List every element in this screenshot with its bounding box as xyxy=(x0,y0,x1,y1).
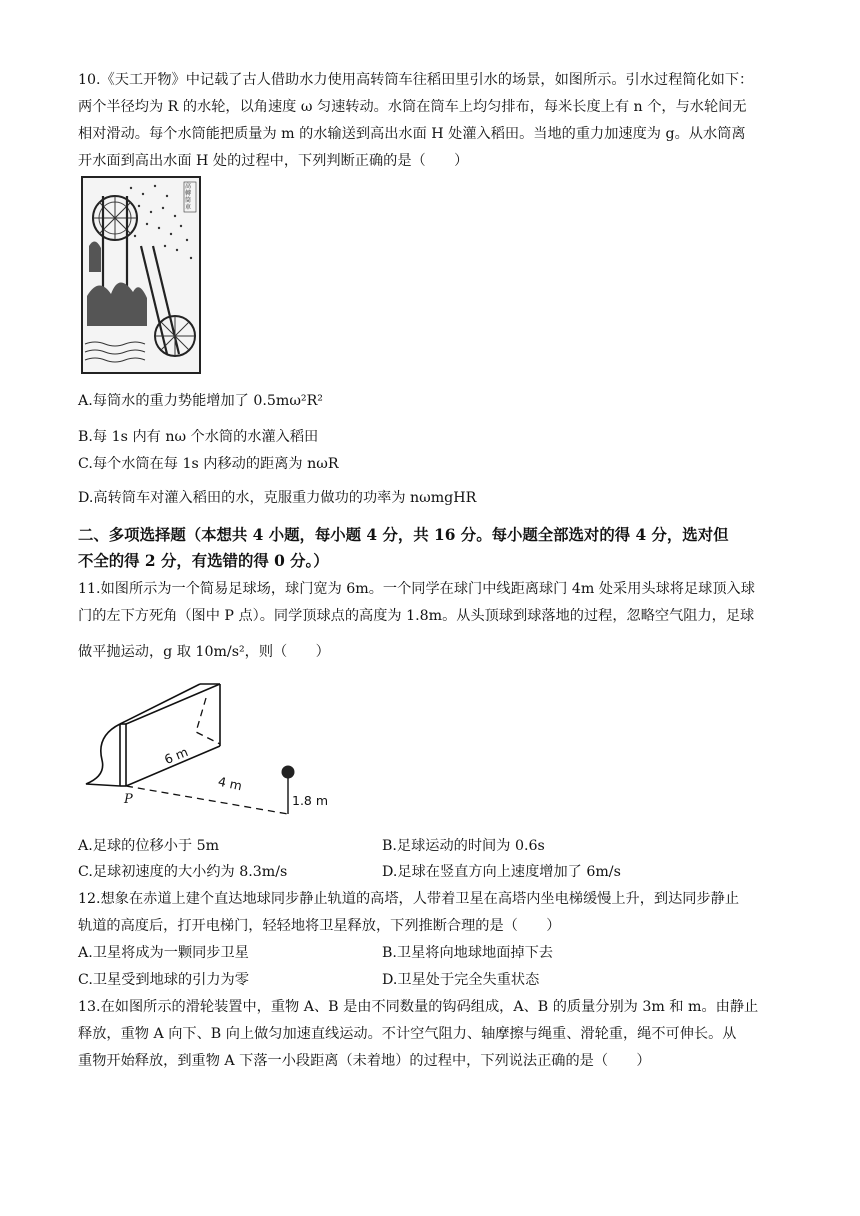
q10-line-4: 开水面到高出水面 H 处的过程中，下列判断正确的是（ ） xyxy=(78,153,469,169)
q10-line-2: 两个半径均为 R 的水轮，以角速度 ω 匀速转动。水筒在筒车上均匀排布，每米长度上有 n 个，与水轮间无 xyxy=(78,99,747,115)
q11-line-3: 做平抛运动，g 取 10m/s²，则（ ） xyxy=(78,644,330,660)
label-height: 1.8 m xyxy=(292,793,329,808)
section-heading-line-1: 二、多项选择题（本想共 4 小题，每小题 4 分，共 16 分。每小题全部选对的得 4 分，选对但 xyxy=(78,526,729,544)
q10-line-3: 相对滑动。每个水筒能把质量为 m 的水输送到高出水面 H 处灌入稻田。当地的重力加速度为 g。从水筒离 xyxy=(78,126,746,142)
q11-line-2: 门的左下方死角（图中 P 点）。同学顶球点的高度为 1.8m。从头顶球到球落地的过程，忽略空气阻力，足球 xyxy=(78,608,755,624)
q12-option-a: A.卫星将成为一颗同步卫星 xyxy=(78,945,249,961)
figure-caption: 高轉筒車 xyxy=(185,183,192,211)
soccer-goal-diagram xyxy=(82,676,352,820)
q10-option-c: C.每个水筒在每 1s 内移动的距离为 nωR xyxy=(78,456,339,472)
q12-option-d: D.卫星处于完全失重状态 xyxy=(382,972,540,988)
waterwheel-illustration xyxy=(81,176,201,374)
q11-line-1: 11.如图所示为一个简易足球场，球门宽为 6m。一个同学在球门中线距离球门 4m 处采用头球将足球顶入球 xyxy=(78,581,755,597)
q12-line-1: 12.想象在赤道上建个直达地球同步静止轨道的高塔，人带着卫星在高塔内坐电梯缓慢上升，到达同步静止 xyxy=(78,891,740,907)
q13-line-2: 释放，重物 A 向下、B 向上做匀加速直线运动。不计空气阻力、轴摩擦与绳重、滑轮重，绳不可伸长。从 xyxy=(78,1026,737,1042)
q10-line-1: 10.《天工开物》中记载了古人借助水力使用高转筒车往稻田里引水的场景，如图所示。引水过程简化如下： xyxy=(78,72,754,88)
q10-option-a: A.每筒水的重力势能增加了 0.5mω²R² xyxy=(78,393,323,409)
q12-line-2: 轨道的高度后，打开电梯门，轻轻地将卫星释放，下列推断合理的是（ ） xyxy=(78,918,561,934)
q11-option-c: C.足球初速度的大小约为 8.3m/s xyxy=(78,864,288,880)
q10-option-d: D.高转筒车对灌入稻田的水，克服重力做功的功率为 nωmgHR xyxy=(78,490,477,506)
label-goal-width: 6 m xyxy=(162,744,191,767)
q10-option-b: B.每 1s 内有 nω 个水筒的水灌入稻田 xyxy=(78,429,319,445)
q12-option-c: C.卫星受到地球的引力为零 xyxy=(78,972,249,988)
q13-line-1: 13.在如图所示的滑轮装置中，重物 A、B 是由不同数量的钩码组成，A、B 的质量分别为 3m 和 m。由静止 xyxy=(78,999,759,1015)
q11-option-b: B.足球运动的时间为 0.6s xyxy=(382,838,545,854)
q11-option-a: A.足球的位移小于 5m xyxy=(78,838,220,854)
q12-option-b: B.卫星将向地球地面掉下去 xyxy=(382,945,553,961)
section-heading-line-2: 不全的得 2 分，有选错的得 0 分。） xyxy=(78,552,329,570)
label-distance: 4 m xyxy=(216,773,244,794)
q11-option-d: D.足球在竖直方向上速度增加了 6m/s xyxy=(382,864,621,880)
label-point-p: P xyxy=(124,792,133,807)
q13-line-3: 重物开始释放，到重物 A 下落一小段距离（未着地）的过程中，下列说法正确的是（ ） xyxy=(78,1053,651,1069)
